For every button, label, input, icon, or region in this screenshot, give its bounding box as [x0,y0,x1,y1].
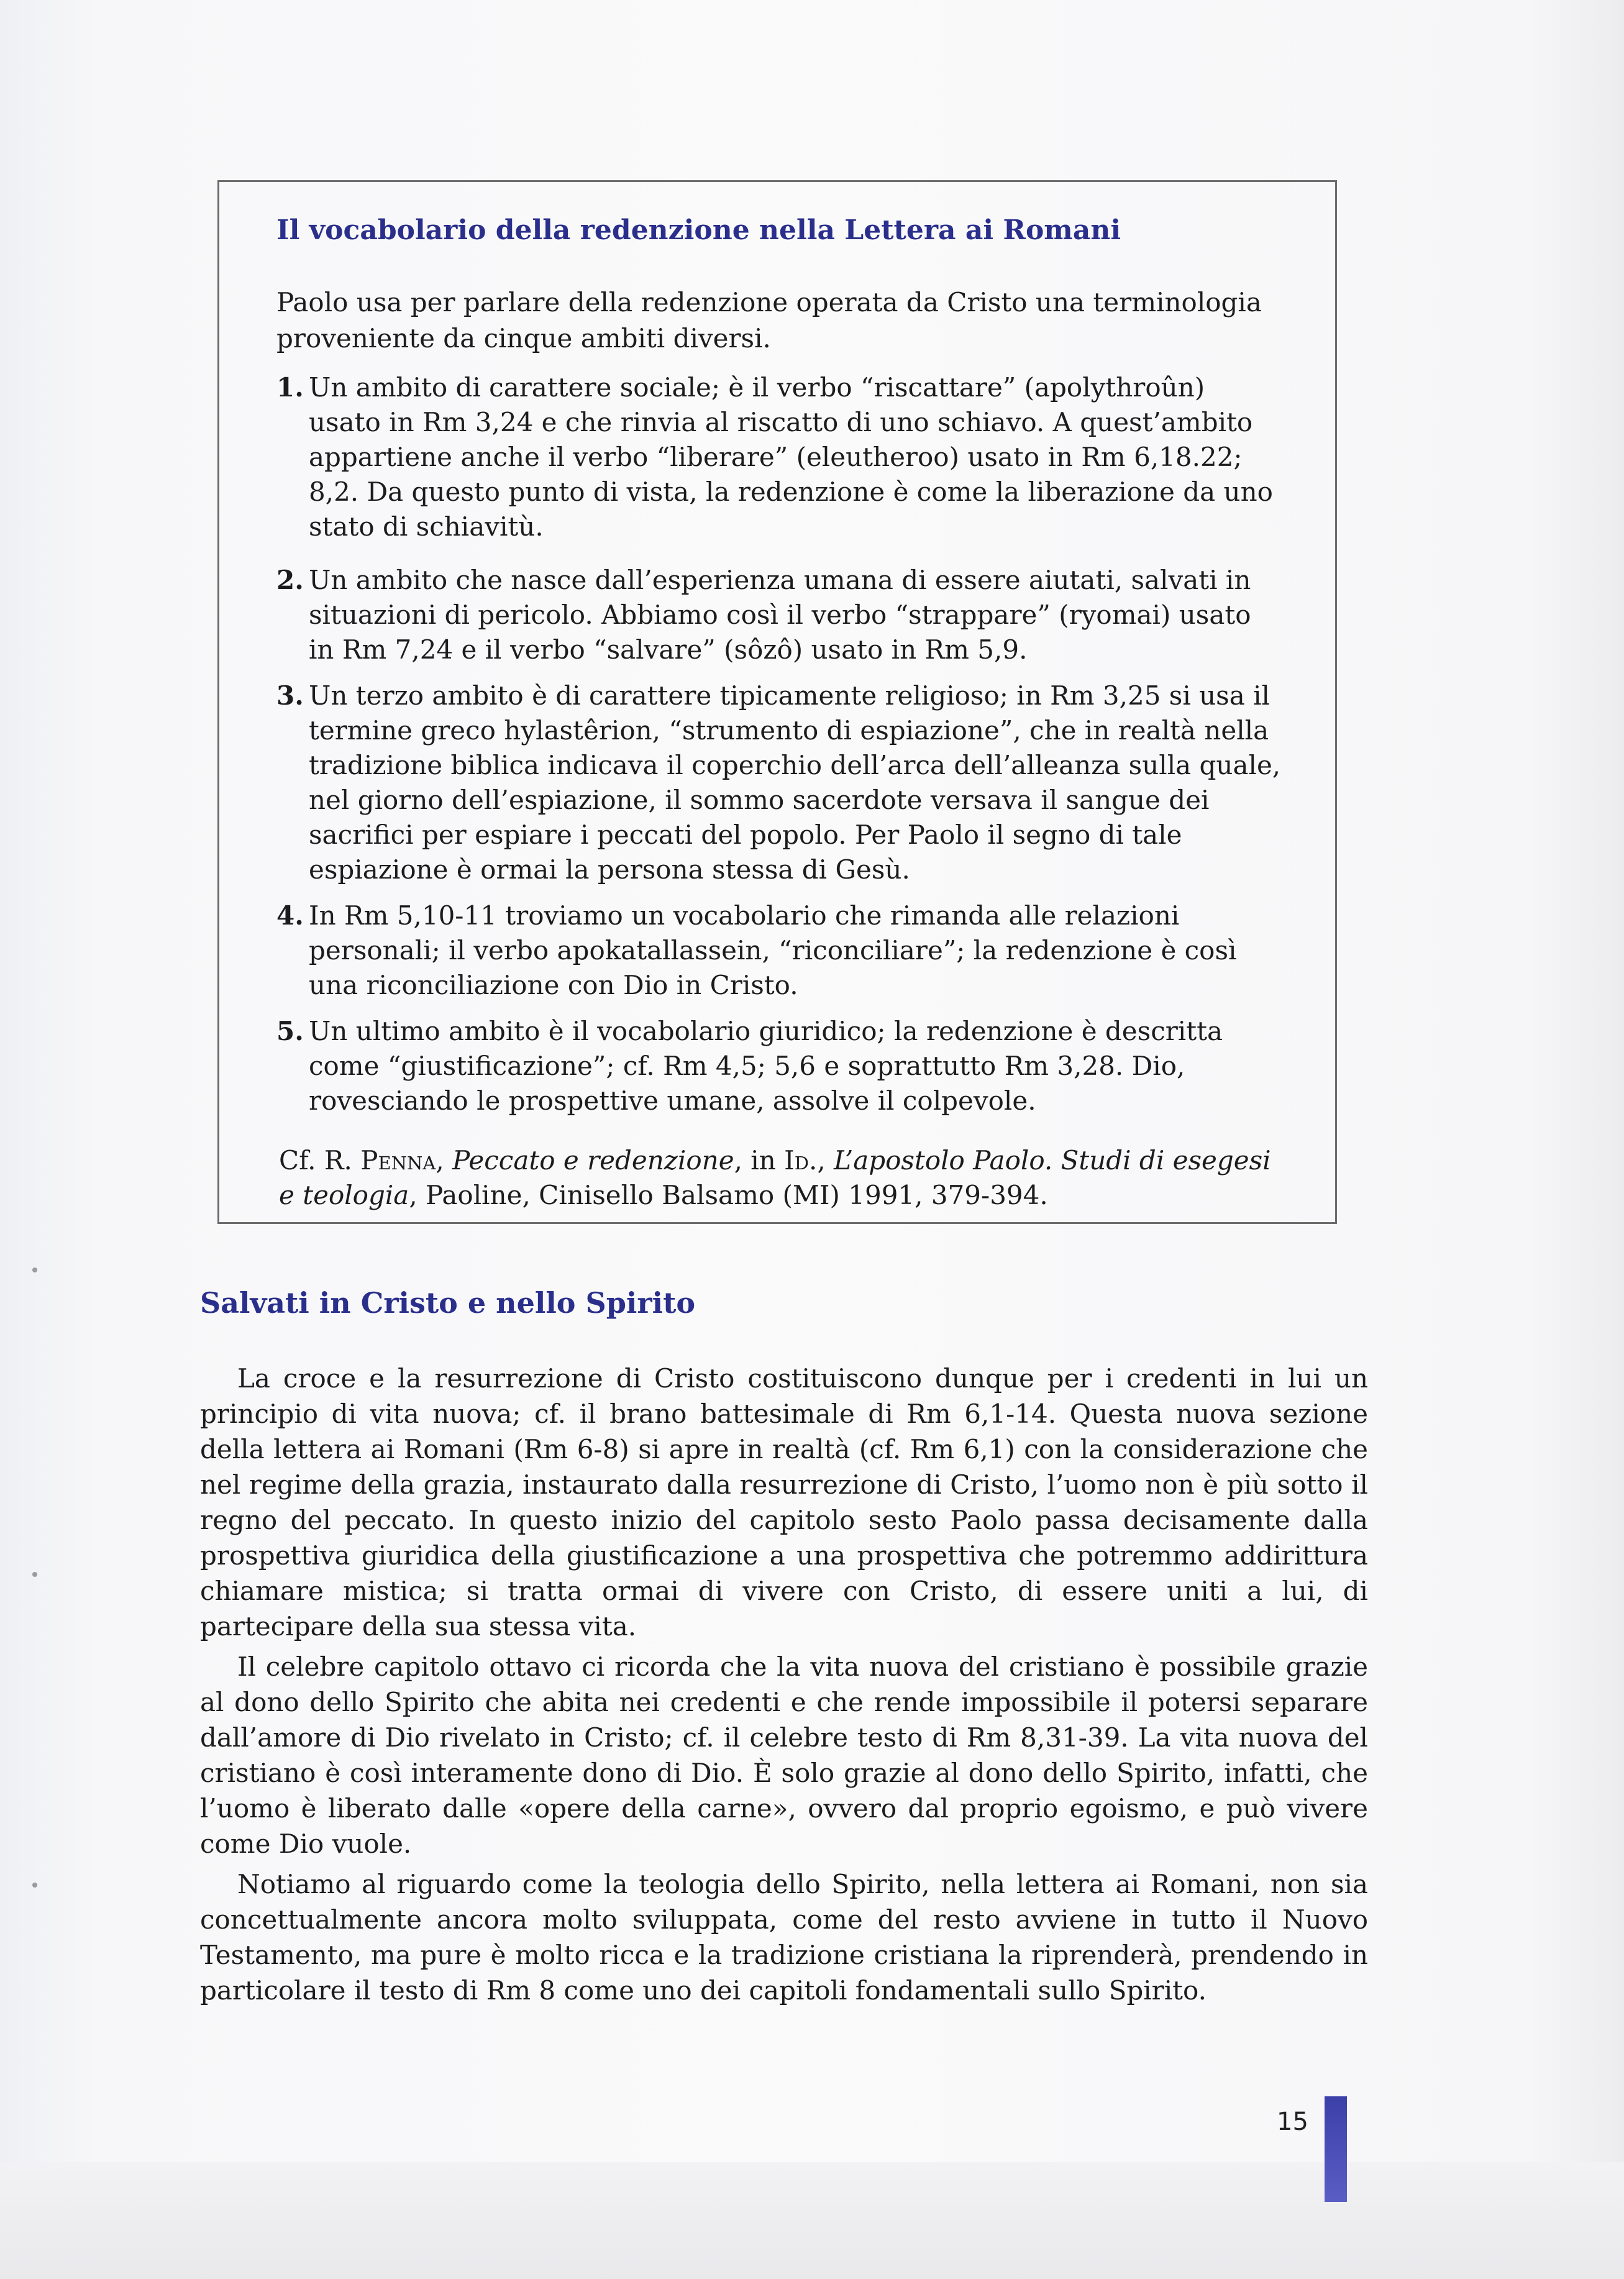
ref-prefix: Cf. R. [279,1144,361,1176]
ref-title: Peccato e redenzione [452,1144,734,1176]
list-item-text: In Rm 5,10-11 troviamo un vocabolario che rimanda alle relazioni personali; il verbo apokatallassein, “riconciliare”; la redenzione è così una riconciliazione con Dio in Cristo. [309,900,1237,1000]
body-text [200,1361,1368,2013]
ref-author: Penna [360,1144,436,1176]
list-item [276,678,1283,887]
list-item-number: 5. [276,1015,304,1046]
list-item-text: Un ambito di carattere sociale; è il verbo “riscattare” (apolythroûn) usato in Rm 3,24 e che rinvia al riscatto di uno schiavo. A quest’ambito appartiene anche il verbo “liberare” (eleutheroo) usato in Rm 6,18.22; 8,2. Da questo punto di vista, la redenzione è come la liberazione da uno stato di schiavitù. [309,372,1273,542]
list-item-number: 1. [276,372,304,403]
page-tab-marker [1325,2096,1347,2202]
ref-book: L’apostolo Paolo. Studi di esegesi e teologia [279,1144,1271,1210]
list-item [276,898,1283,1003]
list-item [276,1014,1283,1118]
binding-hole-dot [32,1883,37,1888]
binding-hole-dot [32,1267,37,1272]
ref-suffix: , Paoline, Cinisello Balsamo (MI) 1991, 379-394. [409,1179,1048,1210]
ref-id: Id. [784,1144,818,1176]
box-intro: Paolo usa per parlare della redenzione operata da Cristo una terminologia proveniente da cinque ambiti diversi. [276,286,1262,354]
binding-hole-dot [32,1572,37,1577]
list-item [276,370,1283,544]
list-item-number: 4. [276,900,304,931]
vocabulary-list [276,370,1283,1118]
bibliographic-reference: Cf. R. Penna, Peccato e redenzione, in Id., L’apostolo Paolo. Studi di esegesi e teologia, Paoline, Cinisello Balsamo (MI) 1991, 379-394. [279,1144,1271,1210]
paragraph: Il celebre capitolo ottavo ci ricorda che la vita nuova del cristiano è possibile grazie al dono dello Spirito che abita nei credenti e che rende impossibile il potersi separare dall’amore di Dio rivelato in Cristo; cf. il celebre testo di Rm 8,31-39. La vita nuova del cristiano è così interamente dono di Dio. È solo grazie al dono dello Spirito, infatti, che l’uomo è liberato dalle «opere della carne», ovvero dal proprio egoismo, e può vivere come Dio vuole. [200,1651,1368,1859]
ref-mid: , in [734,1144,785,1176]
list-item-text: Un ambito che nasce dall’esperienza umana di essere aiutati, salvati in situazioni di pericolo. Abbiamo così il verbo “strappare” (ryomai) usato in Rm 7,24 e il verbo “salvare” (sôzô) usato in Rm 5,9. [309,564,1251,665]
section-title: Salvati in Cristo e nello Spirito [200,1286,696,1320]
list-item [276,563,1283,667]
page-number: 15 [1277,2108,1308,2136]
paragraph: La croce e la resurrezione di Cristo costituiscono dunque per i credenti in lui un principio di vita nuova; cf. il brano battesimale di Rm 6,1-14. Questa nuova sezione della lettera ai Romani (Rm 6-8) si apre in realtà (cf. Rm 6,1) con la considerazione che nel regime della grazia, instaurato dalla resurrezione di Cristo, l’uomo non è più sotto il regno del peccato. In questo inizio del capitolo sesto Paolo passa decisamente dalla prospettiva giuridica della giustificazione a una prospettiva che potremmo addirittura chiamare mistica; si tratta ormai di vivere con Cristo, di essere uniti a lui, di partecipare della sua stessa vita. [200,1363,1368,1642]
box-title: Il vocabolario della redenzione nella Lettera ai Romani [276,214,1121,246]
page-bottom-edge [0,2162,1624,2279]
sidebar-box [217,180,1337,1224]
list-item-text: Un terzo ambito è di carattere tipicamente religioso; in Rm 3,25 si usa il termine greco hylastêrion, “strumento di espiazione”, che in realtà nella tradizione biblica indicava il coperchio dell’arca dell’alleanza sulla quale, nel giorno dell’espiazione, il sommo sacerdote versava il sangue dei sacrifici per espiare i peccati del popolo. Per Paolo il segno di tale espiazione è ormai la persona stessa di Gesù. [309,680,1281,885]
list-item-number: 2. [276,564,304,595]
list-item-number: 3. [276,680,304,711]
list-item-text: Un ultimo ambito è il vocabolario giuridico; la redenzione è descritta come “giustificazione”; cf. Rm 4,5; 5,6 e soprattutto Rm 3,28. Dio, rovesciando le prospettive umane, assolve il colpevole. [309,1015,1223,1116]
paragraph: Notiamo al riguardo come la teologia dello Spirito, nella lettera ai Romani, non sia concettualmente ancora molto sviluppata, come del resto avviene in tutto il Nuovo Testamento, ma pure è molto ricca e la tradizione cristiana la riprenderà, prendendo in particolare il testo di Rm 8 come uno dei capitoli fondamentali sullo Spirito. [200,1869,1368,2006]
